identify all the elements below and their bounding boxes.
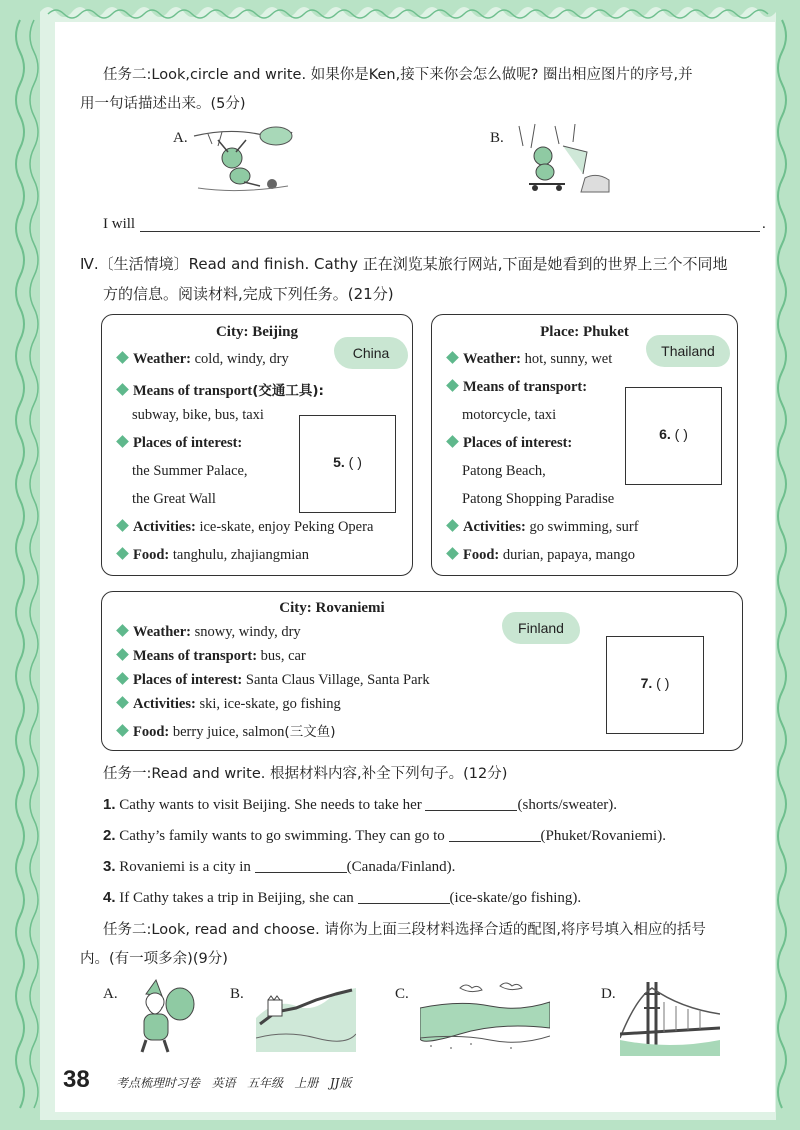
beijing-activities: Activities: ice-skate, enjoy Peking Opera bbox=[116, 519, 373, 536]
card-rovaniemi bbox=[101, 591, 743, 751]
bullet-diamond-icon bbox=[446, 547, 459, 560]
task2-top-prompt: 任务二:Look,circle and write. 如果你是Ken,接下来你会怎么做呢? 圈出相应图片的序号,并 bbox=[103, 67, 693, 83]
bullet-diamond-icon bbox=[116, 648, 129, 661]
beijing-transport: Means of transport(交通工具): bbox=[116, 379, 324, 400]
q3-blank[interactable] bbox=[255, 872, 347, 873]
bullet-diamond-icon bbox=[446, 519, 459, 532]
section4-heading-cont: 方的信息。阅读材料,完成下列任务。(21分) bbox=[103, 285, 394, 303]
beijing-weather: Weather: cold, windy, dry bbox=[116, 351, 289, 368]
bridge-image[interactable] bbox=[620, 978, 720, 1056]
beijing-transport-value: subway, bike, bus, taxi bbox=[132, 407, 264, 423]
bullet-diamond-icon bbox=[116, 724, 129, 737]
bullet-diamond-icon bbox=[116, 624, 129, 637]
card-beijing bbox=[101, 314, 413, 576]
bullet-diamond-icon bbox=[446, 351, 459, 364]
beijing-places: Places of interest: bbox=[116, 435, 242, 452]
task2-bottom-prompt-cont: 内。(有一项多余)(9分) bbox=[80, 951, 228, 967]
rovaniemi-country-tag: Finland bbox=[502, 612, 580, 644]
bullet-diamond-icon bbox=[116, 351, 129, 364]
q4-blank[interactable] bbox=[358, 903, 450, 904]
beijing-country-tag: China bbox=[334, 337, 408, 369]
section4-heading: Ⅳ.〔生活情境〕Read and finish. Cathy 正在浏览某旅行网站,下面是她看到的世界上三个不同地 bbox=[80, 255, 728, 273]
footer-book: 考点梳理时习卷 英语 五年级 上册 JJ版 bbox=[116, 1076, 352, 1090]
answer-line[interactable] bbox=[140, 231, 760, 232]
phuket-weather: Weather: hot, sunny, wet bbox=[446, 351, 612, 368]
rovaniemi-transport: Means of transport: bus, car bbox=[116, 648, 306, 665]
beijing-food: Food: tanghulu, zhajiangmian bbox=[116, 547, 309, 564]
task1-q2: 2. Cathy’s family wants to go swimming. They can go to (Phuket/Rovaniemi). bbox=[103, 827, 666, 844]
bullet-diamond-icon bbox=[446, 435, 459, 448]
bullet-diamond-icon bbox=[116, 547, 129, 560]
rovaniemi-activities: Activities: ski, ice-skate, go fishing bbox=[116, 696, 341, 713]
phuket-activities: Activities: go swimming, surf bbox=[446, 519, 639, 536]
bullet-diamond-icon bbox=[116, 435, 129, 448]
phuket-places: Places of interest: bbox=[446, 435, 572, 452]
beijing-image-box[interactable]: 5. ( ) bbox=[299, 415, 396, 513]
phuket-country-tag: Thailand bbox=[646, 335, 730, 367]
task2-top-prompt-cont: 用一句话描述出来。(5分) bbox=[80, 96, 246, 112]
phuket-transport: Means of transport: bbox=[446, 379, 587, 396]
task1-q4: 4. If Cathy takes a trip in Beijing, she can (ice-skate/go fishing). bbox=[103, 889, 582, 906]
bullet-diamond-icon bbox=[116, 672, 129, 685]
bullet-diamond-icon bbox=[116, 696, 129, 709]
monkey-vine-image[interactable] bbox=[188, 122, 298, 194]
rovaniemi-weather: Weather: snowy, windy, dry bbox=[116, 624, 301, 641]
task1-prompt: 任务一:Read and write. 根据材料内容,补全下列句子。(12分) bbox=[103, 766, 508, 782]
pic-option-d-label: D. bbox=[601, 986, 616, 1002]
monkey-skateboard-image[interactable] bbox=[505, 122, 615, 194]
option-b-label[interactable]: B. bbox=[490, 130, 504, 146]
phuket-title: Place: Phuket bbox=[540, 324, 629, 340]
q2-blank[interactable] bbox=[449, 841, 541, 842]
phuket-places-1: Patong Beach, bbox=[462, 463, 546, 479]
page-number: 38 bbox=[63, 1066, 90, 1093]
pic-option-b-label: B. bbox=[230, 986, 244, 1002]
rovaniemi-food: Food: berry juice, salmon(三文鱼) bbox=[116, 720, 335, 741]
phuket-image-box[interactable]: 6. ( ) bbox=[625, 387, 722, 485]
answer-label: I will bbox=[103, 216, 136, 232]
beijing-title: City: Beijing bbox=[215, 324, 299, 340]
rovaniemi-title: City: Rovaniemi bbox=[279, 600, 385, 616]
bullet-diamond-icon bbox=[446, 379, 459, 392]
answer-end: . bbox=[762, 216, 766, 232]
phuket-places-2: Patong Shopping Paradise bbox=[462, 491, 615, 507]
phuket-transport-value: motorcycle, taxi bbox=[462, 407, 557, 423]
q1-blank[interactable] bbox=[425, 810, 517, 811]
pic-option-c-label: C. bbox=[395, 986, 409, 1002]
pic-option-a-label: A. bbox=[103, 986, 118, 1002]
great-wall-image[interactable] bbox=[256, 978, 356, 1052]
option-a-label[interactable]: A. bbox=[173, 130, 188, 146]
beijing-places-2: the Great Wall bbox=[132, 491, 216, 507]
bullet-diamond-icon bbox=[116, 519, 129, 532]
task1-q3: 3. Rovaniemi is a city in (Canada/Finland). bbox=[103, 858, 456, 875]
card-phuket bbox=[431, 314, 738, 576]
task1-q1: 1. Cathy wants to visit Beijing. She needs to take her (shorts/sweater). bbox=[103, 796, 618, 813]
beijing-places-1: the Summer Palace, bbox=[132, 463, 248, 479]
beach-image[interactable] bbox=[420, 978, 550, 1052]
santa-image[interactable] bbox=[122, 976, 202, 1056]
task2-bottom-prompt: 任务二:Look, read and choose. 请你为上面三段材料选择合适的配图,将序号填入相应的括号 bbox=[103, 922, 706, 938]
rovaniemi-image-box[interactable]: 7. ( ) bbox=[606, 636, 704, 734]
bullet-diamond-icon bbox=[116, 383, 129, 396]
rovaniemi-places: Places of interest: Santa Claus Village, Santa Park bbox=[116, 672, 430, 689]
phuket-food: Food: durian, papaya, mango bbox=[446, 547, 635, 564]
